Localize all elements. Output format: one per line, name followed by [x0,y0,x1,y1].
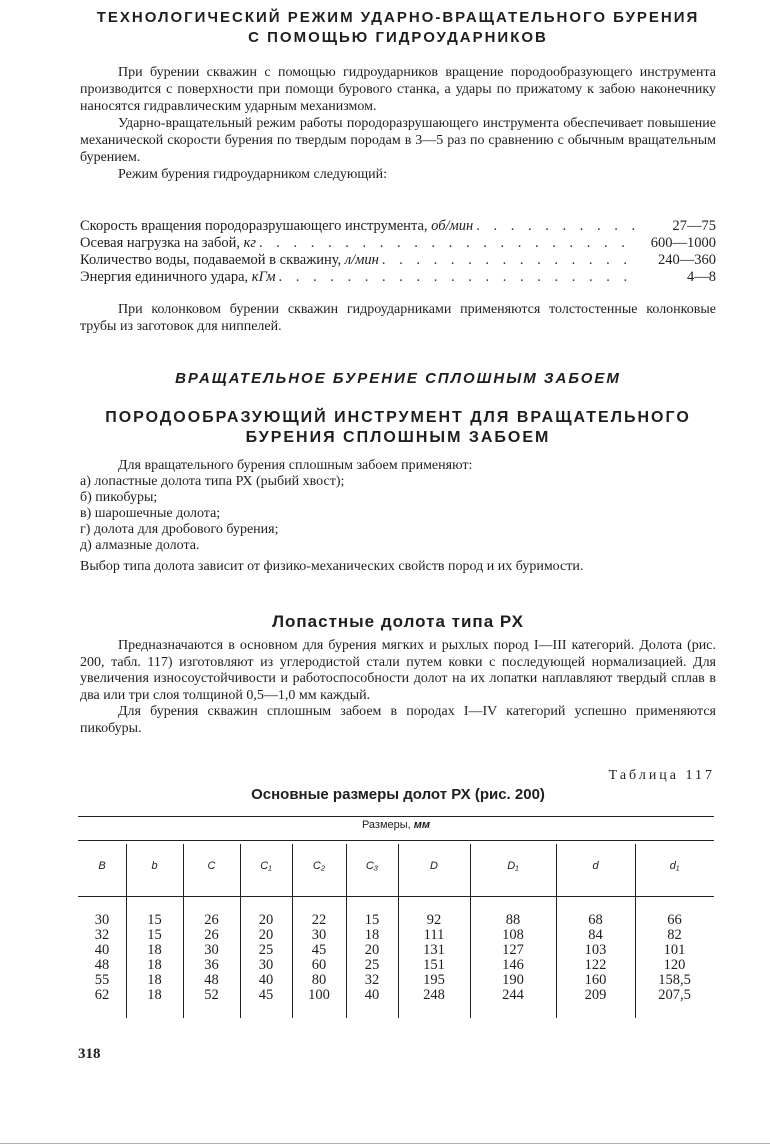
table-cell: 84 [588,927,603,943]
table-cell: 30 [258,957,274,973]
paragraph: Для бурения скважин сплошным забоем в породах I—IV категорий успешно применяются пикобуры. [80,704,716,736]
table-cell: 20 [258,912,274,928]
list-item: г) долота для дробового бурения; [80,522,279,537]
table-cell: 36 [204,957,219,973]
table-cell: 248 [423,987,445,1003]
table-cell: 92 [426,912,442,928]
regime-unit: кГм [251,269,276,285]
dimensions-table [78,816,714,1018]
list-item: а) лопастные долота типа РХ (рыбий хвост); [80,474,345,489]
page-number: 318 [78,1046,101,1062]
paragraph: Предназначаются в основном для бурения мягких и рыхлых пород I—III категорий. Долота (рис. 200, табл. 117) изготовляют из углеродистой стали путем ковки с последующей нормализацией. Для увеличения износоустойчивости и работоспособности долот на их лопатки наплавляют твердый сплав в два или три слоя толщиной 0,5—1,0 мм каждый. [80,638,716,703]
table-cell: 82 [667,927,682,943]
regime-unit: об/мин [431,218,474,234]
table-cell: 244 [502,987,524,1003]
column-header: C [207,860,216,872]
heading-line-2: БУРЕНИЯ СПЛОШНЫМ ЗАБОЕМ [245,429,551,446]
table-cell: 66 [667,912,682,928]
paragraph: При колонковом бурении скважин гидроударниками применяются толстостенные колонковые трубы из заготовок для ниппелей. [80,302,716,334]
heading-hydro-drilling [80,8,716,48]
paragraph: Режим бурения гидроударником следующий: [118,167,387,182]
table-cell: 32 [94,927,110,943]
leader-dots [382,252,637,269]
column-header: D [430,860,438,872]
table-cell: 120 [663,957,686,973]
subheading: Лопастные долота типа РХ [272,612,524,631]
table-cell: 108 [502,927,524,943]
column-header: C₃ [365,860,379,872]
table-cell: 127 [502,942,524,958]
table-cell: 26 [204,927,219,943]
table-cell: 101 [663,942,686,958]
table-cell: 40 [364,987,380,1003]
table-label: Таблица 117 [608,768,715,783]
table-column [126,913,183,1003]
column-header: b [151,860,158,872]
table-column [635,913,714,1003]
table-column [398,913,470,1003]
column-header: d₁ [669,860,680,872]
table-cell: 48 [204,972,219,988]
bit-types-list [80,458,716,554]
table-supercaption: Размеры, мм [361,819,431,831]
table-column [556,913,635,1003]
table-cell: 40 [258,972,274,988]
table-cell: 103 [584,942,607,958]
leader-dots [279,269,638,286]
regime-row [80,269,716,286]
leader-dots [476,218,637,235]
table-top-rule [78,816,714,817]
regime-row [80,252,716,269]
table-cell: 45 [258,987,274,1003]
table-cell: 30 [94,912,110,928]
table-cell: 68 [588,912,603,928]
table-cell: 26 [204,912,219,928]
list-item: б) пикобуры; [80,490,158,505]
table-cell: 190 [502,972,524,988]
scan-edge-line [0,1143,770,1144]
table-cell: 207,5 [658,987,691,1003]
table-cell: 20 [364,942,380,958]
table-column [346,913,398,1003]
list-outro [80,559,716,575]
paragraph: Выбор типа долота зависит от физико-механических свойств пород и их буримости. [80,559,584,574]
list-item: в) шарошечные долота; [80,506,221,521]
table-cell: 22 [311,912,327,928]
regime-list [80,218,716,286]
table-cell: 48 [94,957,110,973]
regime-unit: кг [243,235,257,251]
table-cell: 158,5 [658,972,691,988]
table-cell: 18 [147,972,162,988]
rx-text [80,638,716,737]
table-cell: 88 [505,912,521,928]
table-title: Основные размеры долот РХ (рис. 200) [251,786,545,803]
table-cell: 111 [423,927,445,943]
list-item: д) алмазные долота. [80,538,200,553]
table-column [240,913,292,1003]
paragraph: Ударно-вращательный режим работы породоразрушающего инструмента обеспечивает повышение механической скорости бурения по твердым породам в 3—5 раз по сравнению с обычным вращательным бурением. [80,116,716,165]
table-cell: 151 [423,957,445,973]
intro-text [80,64,716,183]
table-cell: 62 [94,987,110,1003]
table-column [183,913,240,1003]
section-title: ВРАЩАТЕЛЬНОЕ БУРЕНИЕ СПЛОШНЫМ ЗАБОЕМ [175,370,621,387]
table-cell: 25 [364,957,380,973]
table-cell: 25 [258,942,274,958]
regime-label: Количество воды, подаваемой в скважину, [80,252,345,268]
table-cell: 40 [94,942,110,958]
table-cell: 18 [147,942,162,958]
table-cell: 30 [204,942,219,958]
regime-value: 27—75 [672,218,716,234]
heading-line-1: ТЕХНОЛОГИЧЕСКИЙ РЕЖИМ УДАРНО-ВРАЩАТЕЛЬНОГО БУРЕНИЯ [96,9,700,26]
leader-dots [259,235,637,252]
column-header: d [592,860,599,872]
table-cell: 18 [364,927,380,943]
column-header: C₁ [260,860,272,872]
regime-value: 240—360 [658,252,716,268]
table-cell: 18 [147,987,162,1003]
table-column [78,913,126,1003]
heading-tool [80,408,716,448]
table-cell: 15 [147,927,162,943]
regime-value: 4—8 [687,269,716,285]
heading-line-1: ПОРОДООБРАЗУЮЩИЙ ИНСТРУМЕНТ ДЛЯ ВРАЩАТЕЛЬНОГО [105,409,691,426]
column-header: C₂ [312,860,326,872]
regime-value: 600—1000 [650,235,716,251]
table-cell: 146 [502,957,524,973]
regime-unit: л/мин [344,252,379,268]
table-cell: 100 [308,987,330,1003]
table-cell: 32 [364,972,380,988]
table-cell: 131 [423,942,445,958]
table-cell: 18 [147,957,162,973]
table-column [292,913,346,1003]
regime-label: Энергия единичного удара, [80,269,252,285]
core-drilling-text [80,301,716,335]
table-column [470,913,556,1003]
table-cell: 209 [584,987,607,1003]
regime-label: Скорость вращения породоразрушающего инструмента, [80,218,432,234]
regime-row [80,218,716,235]
table-cell: 195 [423,972,445,988]
table-sub-rule [78,840,714,841]
table-cell: 45 [311,942,327,958]
heading-line-2: С ПОМОЩЬЮ ГИДРОУДАРНИКОВ [248,29,548,46]
regime-row [80,235,716,252]
table-cell: 20 [258,927,274,943]
table-cell: 15 [147,912,162,928]
table-cell: 30 [311,927,327,943]
table-cell: 55 [94,972,110,988]
regime-label: Осевая нагрузка на забой, [80,235,244,251]
column-header: D₁ [507,860,519,872]
table-cell: 122 [584,957,607,973]
table-cell: 60 [311,957,327,973]
column-header: B [98,860,106,872]
paragraph: При бурении скважин с помощью гидроударников вращение породообразующего инструмента производится с поверхности при помощи бурового станка, а удары по прижатому к забою наконечнику наносятся гидравлическим ударным механизмом. [80,65,716,114]
table-cell: 80 [311,972,327,988]
table-cell: 160 [584,972,607,988]
table-cell: 15 [364,912,380,928]
table-header-rule [78,896,714,897]
table-cell: 52 [204,987,219,1003]
list-intro: Для вращательного бурения сплошным забоем применяют: [118,458,473,473]
